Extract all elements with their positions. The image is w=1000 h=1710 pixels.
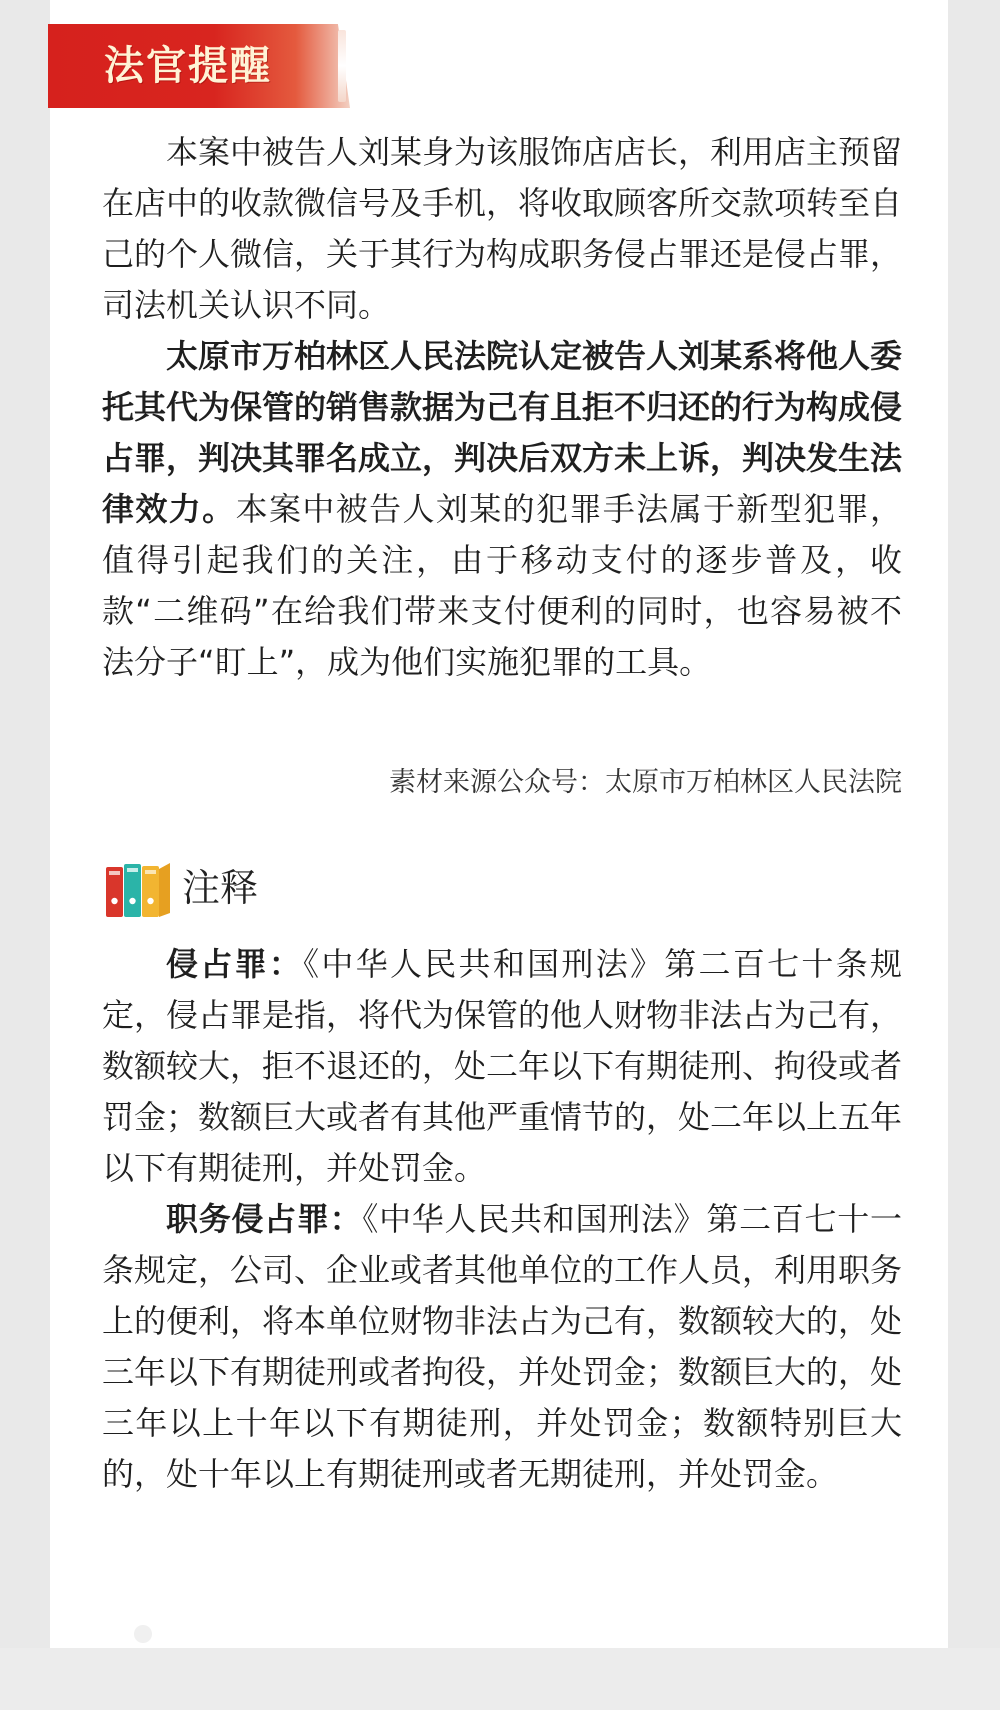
case-paragraph-2 — [102, 331, 902, 688]
notes-title: 注释 — [182, 866, 259, 910]
judge-reminder-banner — [48, 24, 350, 108]
note-embezzlement — [102, 939, 902, 1194]
page-footer-area — [0, 1648, 1000, 1710]
note-definition: 《中华人民共和国刑法》第二百七十条规定，侵占罪是指，将代为保管的他人财物非法占为己有，数额较大，拒不退还的，处二年以下有期徒刑、拘役或者罚金；数额巨大或者有其他严重情节的，处二年以上五年以下有期徒刑，并处罚金。 — [102, 945, 903, 1187]
note-term: 职务侵占罪： — [166, 1200, 363, 1238]
banner-title: 法官提醒 — [104, 43, 272, 89]
note-duty-embezzlement — [102, 1194, 902, 1500]
note-definition: 《中华人民共和国刑法》第二百七十一条规定，公司、企业或者其他单位的工作人员，利用职务上的便利，将本单位财物非法占为己有，数额较大的，处三年以下有期徒刑或者拘役，并处罚金；数额巨大的，处三年以上十年以下有期徒刑，并处罚金；数额特别巨大的，处十年以上有期徒刑或者无期徒刑，并处罚金。 — [102, 1200, 903, 1493]
banner-ribbon-edge — [338, 30, 346, 102]
court-ruling-bold: 太原市万柏林区人民法院认定被告人刘某系将他人委托其代为保管的销售款据为己有且拒不归还的行为构成侵占罪，判决其罪名成立，判决后双方未上诉，判决发生法律效力。 — [102, 337, 903, 528]
faint-watermark — [134, 1625, 152, 1643]
source-attribution: 素材来源公众号：太原市万柏林区人民法院 — [389, 767, 902, 798]
case-paragraph-2-rest: 本案中被告人刘某的犯罪手法属于新型犯罪，值得引起我们的关注，由于移动支付的逐步普及，收款“二维码”在给我们带来支付便利的同时，也容易被不法分子“盯上”，成为他们实施犯罪的工具。 — [102, 490, 902, 681]
case-paragraph-1: 本案中被告人刘某身为该服饰店店长，利用店主预留在店中的收款微信号及手机，将收取顾客所交款项转至自己的个人微信，关于其行为构成职务侵占罪还是侵占罪，司法机关认识不同。 — [102, 133, 903, 324]
note-term: 侵占罪： — [166, 945, 304, 983]
binders-icon — [104, 861, 172, 919]
notes-heading — [104, 857, 404, 921]
notes-text — [102, 939, 902, 1500]
page-margin-right — [948, 0, 1000, 1710]
case-text — [102, 127, 902, 688]
page-margin-left — [0, 0, 50, 1710]
